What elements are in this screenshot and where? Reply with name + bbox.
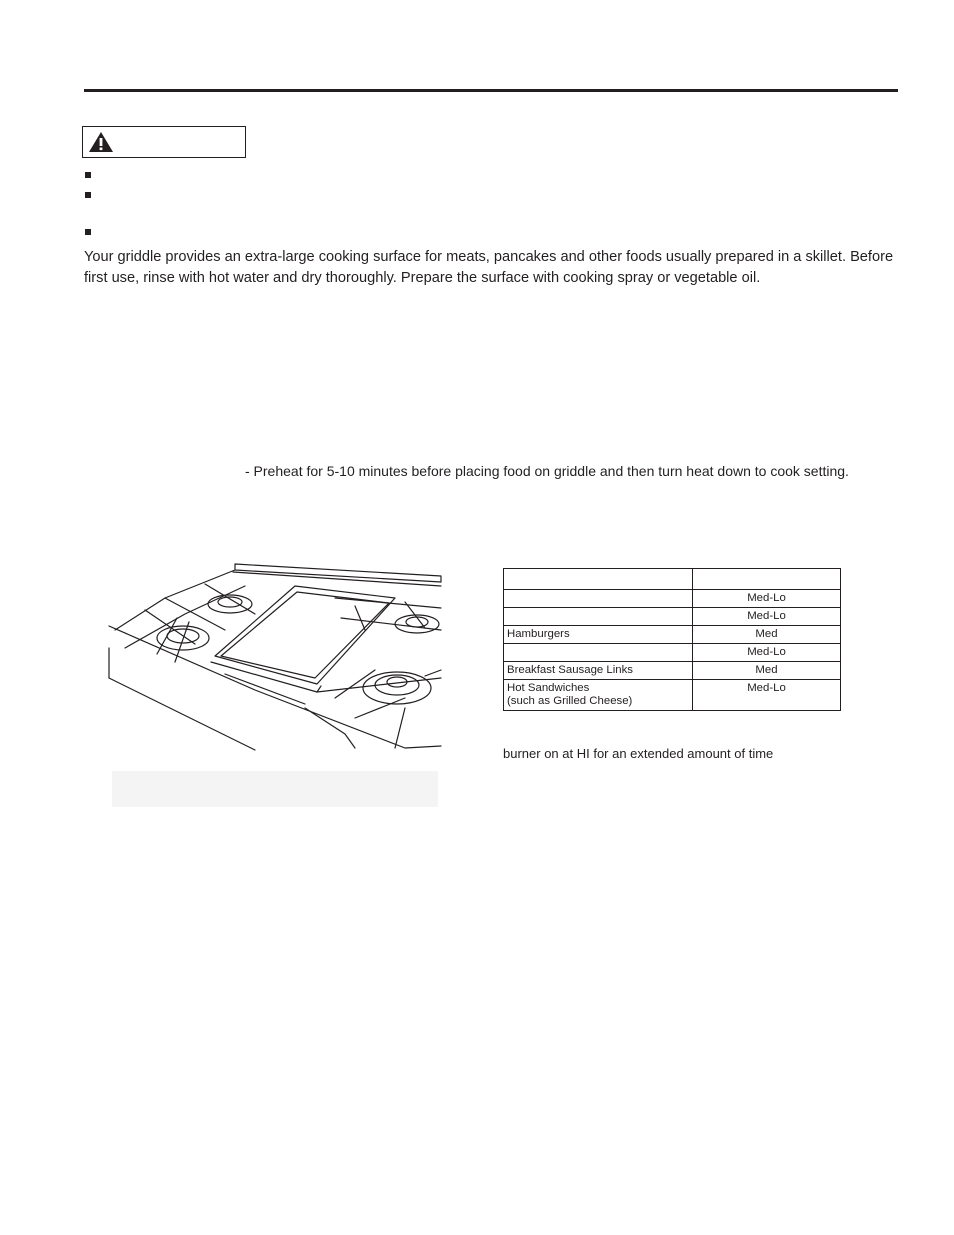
food-cell: [504, 644, 693, 662]
square-bullet-icon: [85, 229, 91, 235]
setting-cell: Med: [693, 662, 841, 680]
setting-cell: Med-Lo: [693, 590, 841, 608]
table-footnote: burner on at HI for an extended amount of time: [503, 746, 774, 761]
table-row: [504, 590, 841, 608]
square-bullet-icon: [85, 172, 91, 178]
food-cell: Breakfast Sausage Links: [504, 662, 693, 680]
table-row: [504, 626, 841, 644]
illustration-caption-area: [112, 771, 438, 807]
food-cell: Hamburgers: [504, 626, 693, 644]
preheat-note: - Preheat for 5-10 minutes before placing food on griddle and then turn heat down to cook setting.: [245, 463, 849, 479]
setting-cell: Med-Lo: [693, 608, 841, 626]
food-cell: [504, 608, 693, 626]
intro-paragraph: Your griddle provides an extra-large cooking surface for meats, pancakes and other foods usually prepared in a skillet. Before first use, rinse with hot water and dry thoroughly. Prepare the surface with cooking spray or vegetable oil.: [84, 249, 894, 286]
warning-label-box: [82, 126, 246, 158]
table-row: [504, 644, 841, 662]
table-row: [504, 608, 841, 626]
table-row: [504, 680, 841, 711]
setting-cell: Med-Lo: [693, 644, 841, 662]
square-bullet-icon: [85, 192, 91, 198]
griddle-heat-settings-table: [503, 568, 841, 711]
food-cell: [504, 590, 693, 608]
table-row: [504, 662, 841, 680]
warning-triangle-icon: [88, 131, 114, 153]
food-name: Hot Sandwiches: [507, 682, 590, 694]
header-food: [504, 569, 693, 590]
food-subtext: (such as Grilled Cheese): [507, 695, 633, 707]
griddle-cooktop-illustration: [105, 558, 445, 758]
header-setting: [693, 569, 841, 590]
setting-cell: Med: [693, 626, 841, 644]
food-cell: [504, 680, 693, 711]
setting-cell: Med-Lo: [693, 680, 841, 711]
top-rule: [84, 89, 898, 92]
table-header-row: [504, 569, 841, 590]
